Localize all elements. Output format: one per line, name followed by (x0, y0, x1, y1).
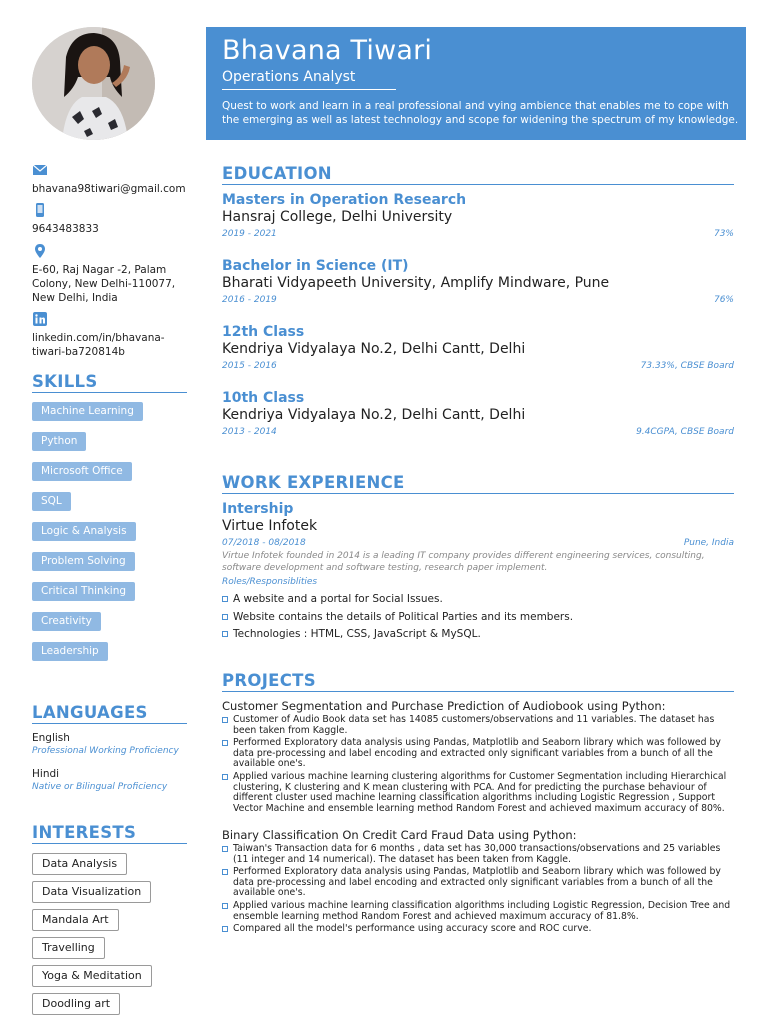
job-title: Intership (222, 501, 294, 517)
language-item (32, 731, 188, 757)
list-item: Performed Exploratory data analysis using Pandas, Matplotlib and Seaborn library which was followed by data pre-processing and label encoding and extracted only significant variables from a bunch of all the available one's. (222, 738, 734, 770)
skill-tag: Python (32, 432, 86, 451)
degree-title: 12th Class (222, 324, 305, 340)
education-dates: 2016 - 2019 (222, 295, 277, 305)
interest-tag: Doodling art (32, 993, 120, 1015)
project-title: Binary Classification On Credit Card Fraud Data using Python: (222, 828, 577, 842)
languages-heading: LANGUAGES (32, 703, 187, 724)
work-heading: WORK EXPERIENCE (222, 473, 734, 494)
skill-tag: Creativity (32, 612, 101, 631)
education-dates: 2013 - 2014 (222, 427, 277, 437)
interests-heading: INTERESTS (32, 823, 187, 844)
project-title: Customer Segmentation and Purchase Prediction of Audiobook using Python: (222, 699, 666, 713)
email-icon (32, 163, 48, 177)
phone-icon (32, 203, 48, 217)
education-entry (222, 192, 734, 242)
education-score: 73.33%, CBSE Board (640, 361, 734, 371)
skills-list (32, 402, 188, 672)
skill-tag: SQL (32, 492, 71, 511)
education-dates: 2015 - 2016 (222, 361, 277, 371)
institution-name: Kendriya Vidyalaya No.2, Delhi Cantt, Delhi (222, 407, 526, 423)
company-name: Virtue Infotek (222, 518, 318, 534)
list-item: Applied various machine learning clustering algorithms for Customer Segmentation including Hierarchical clustering, K clustering and K mean clustering with PCA. And for predicting the purchase behaviour of different cluster used machine learning classification algorithms including Logistic Regression , Support Vector Machine and ensemble learning method Random Forest and achieved maximum accuracy of 80%. (222, 772, 734, 814)
contact-email (32, 163, 188, 196)
phone-text: 9643483833 (32, 223, 99, 235)
email-text[interactable]: bhavana98tiwari@gmail.com (32, 183, 186, 195)
education-dates: 2019 - 2021 (222, 229, 277, 239)
language-name: Hindi (32, 768, 60, 780)
linkedin-icon (32, 312, 48, 326)
education-score: 73% (713, 229, 734, 239)
language-name: English (32, 732, 70, 744)
company-description: Virtue Infotek founded in 2014 is a leading IT company provides different engineering services, consulting, software development and software testing, research paper implement. (222, 551, 705, 573)
address-text: E-60, Raj Nagar -2, Palam Colony, New Delhi-110077, New Delhi, India (32, 264, 176, 304)
education-entry (222, 324, 734, 374)
skill-tag: Critical Thinking (32, 582, 135, 601)
language-level: Professional Working Proficiency (32, 746, 179, 756)
candidate-name: Bhavana Tiwari (222, 35, 433, 66)
skill-tag: Machine Learning (32, 402, 143, 421)
work-entry (222, 501, 734, 644)
education-entry (222, 390, 734, 440)
education-heading: EDUCATION (222, 164, 734, 185)
project-entry (222, 699, 734, 816)
skill-tag: Problem Solving (32, 552, 135, 571)
skills-heading: SKILLS (32, 372, 187, 393)
interests-list (32, 853, 188, 1021)
location-pin-icon (32, 244, 48, 258)
education-score: 76% (713, 295, 734, 305)
list-item: Compared all the model's performance using accuracy score and ROC curve. (222, 924, 734, 935)
list-item: Website contains the details of Political Parties and its members. (222, 609, 734, 627)
skill-tag: Leadership (32, 642, 108, 661)
header-banner (206, 27, 746, 140)
project-bullets (222, 715, 734, 814)
degree-title: Masters in Operation Research (222, 192, 467, 208)
list-item: Customer of Audio Book data set has 14085 customers/observations and 11 variables. The dataset has been taken from Kaggle. (222, 715, 734, 736)
interest-tag: Data Analysis (32, 853, 127, 875)
project-entry (222, 828, 734, 937)
objective-text: Quest to work and learn in a real professional and vying ambience that enables me to cope with the emerging as well as latest technology and scope for widening the spectrum of my knowledge. (222, 100, 739, 126)
contact-linkedin (32, 312, 188, 359)
interest-tag: Travelling (32, 937, 105, 959)
work-bullets (222, 591, 734, 644)
contact-address (32, 244, 188, 305)
education-score: 9.4CGPA, CBSE Board (636, 427, 734, 437)
work-dates: 07/2018 - 08/2018 (222, 538, 306, 548)
language-item (32, 767, 188, 793)
list-item: Taiwan's Transaction data for 6 months , data set has 30,000 transactions/observations and 25 variables (11 integer and 14 numerical). The dataset has been taken from Kaggle. (222, 844, 734, 865)
language-level: Native or Bilingual Proficiency (32, 782, 168, 792)
skill-tag: Logic & Analysis (32, 522, 136, 541)
list-item: Technologies : HTML, CSS, JavaScript & MySQL. (222, 626, 734, 644)
projects-heading: PROJECTS (222, 671, 734, 692)
list-item: Performed Exploratory data analysis using Pandas, Matplotlib and Seaborn library which was followed by data pre-processing and label encoding and extracted only significant variables from a bunch of all the available one's. (222, 867, 734, 899)
project-bullets (222, 844, 734, 935)
roles-label: Roles/Responsiblities (222, 577, 318, 587)
degree-title: 10th Class (222, 390, 305, 406)
contact-phone (32, 203, 188, 236)
interest-tag: Mandala Art (32, 909, 119, 931)
profile-photo (32, 27, 155, 140)
education-entry (222, 258, 734, 308)
degree-title: Bachelor in Science (IT) (222, 258, 409, 274)
linkedin-text[interactable]: linkedin.com/in/bhavana-tiwari-ba720814b (32, 332, 165, 358)
list-item: A website and a portal for Social Issues. (222, 591, 734, 609)
institution-name: Hansraj College, Delhi University (222, 209, 453, 225)
institution-name: Bharati Vidyapeeth University, Amplify Mindware, Pune (222, 275, 610, 291)
skill-tag: Microsoft Office (32, 462, 132, 481)
work-location: Pune, India (683, 538, 734, 548)
interest-tag: Yoga & Meditation (32, 965, 152, 987)
institution-name: Kendriya Vidyalaya No.2, Delhi Cantt, Delhi (222, 341, 526, 357)
candidate-role: Operations Analyst (222, 69, 396, 90)
list-item: Applied various machine learning classification algorithms including Logistic Regression, Decision Tree and ensemble learning method Random Forest and achieved maximum accuracy of 81.8%. (222, 901, 734, 922)
interest-tag: Data Visualization (32, 881, 151, 903)
